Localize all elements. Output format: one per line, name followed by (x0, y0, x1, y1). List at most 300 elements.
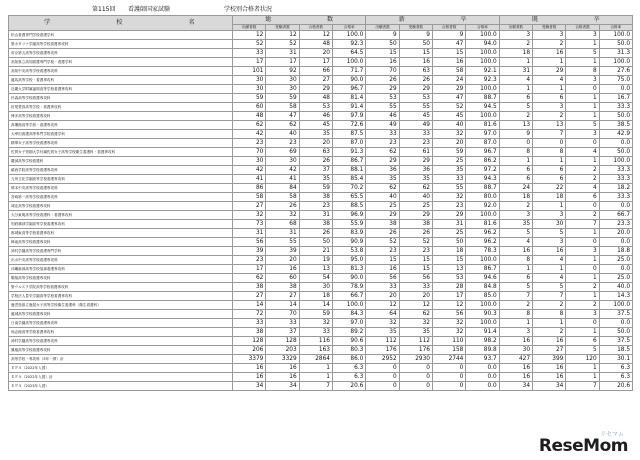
value-cell: 50 (366, 40, 399, 49)
value-cell: 5 (566, 49, 599, 58)
value-cell: 15 (433, 49, 466, 58)
value-cell: 1 (533, 265, 566, 274)
value-cell: 14 (299, 301, 332, 310)
group-header-previous: 既 卒 (499, 16, 632, 25)
value-cell: 0.0 (599, 202, 632, 211)
value-cell: 34 (533, 382, 566, 391)
value-cell: 12 (299, 31, 332, 40)
value-cell: 56 (233, 238, 266, 247)
value-cell: 0.0 (599, 238, 632, 247)
value-cell: 17 (266, 58, 299, 67)
value-cell: 64 (366, 310, 399, 319)
value-cell: 29 (533, 67, 566, 76)
school-name-cell: 松山看護専門学校看護学科 (9, 31, 233, 40)
value-cell: 70 (266, 310, 299, 319)
value-cell: 32 (433, 328, 466, 337)
value-cell: 5 (499, 103, 532, 112)
value-cell: 20 (366, 292, 399, 301)
value-cell: 20 (266, 256, 299, 265)
value-cell: 4 (566, 184, 599, 193)
school-name-cell: 熊本中央高等学校看護専攻科 (9, 184, 233, 193)
value-cell: 26 (399, 229, 432, 238)
value-cell: 34 (266, 382, 299, 391)
value-cell: 38 (366, 220, 399, 229)
value-cell: 6 (499, 94, 532, 103)
value-cell: 15 (399, 49, 432, 58)
subcolumn-header: 合格率 (466, 25, 499, 31)
value-cell: 2 (566, 166, 599, 175)
value-cell: 6 (533, 175, 566, 184)
school-name-cell: 日南学園高等学校看護専攻科 (9, 319, 233, 328)
table-row (9, 220, 633, 229)
value-cell: 6 (566, 193, 599, 202)
value-cell: 38 (233, 283, 266, 292)
value-cell: 53 (399, 94, 432, 103)
value-cell: 16 (366, 58, 399, 67)
value-cell: 89.2 (332, 328, 365, 337)
table-row (9, 121, 633, 130)
value-cell: 17 (299, 58, 332, 67)
value-cell: 32 (299, 319, 332, 328)
school-name-cell: 佐賀女子短期大学付属佐賀女子高等学校衛生看護科・看護専攻科 (9, 148, 233, 157)
value-cell: 33 (233, 319, 266, 328)
value-cell: 40 (366, 193, 399, 202)
value-cell: 18 (299, 292, 332, 301)
value-cell: 0 (566, 85, 599, 94)
school-name-cell: 杉森高等学校看護専攻科 (9, 94, 233, 103)
value-cell: 86 (233, 184, 266, 193)
value-cell: 29 (299, 85, 332, 94)
exam-title: 看護師国家試験 (128, 6, 171, 13)
school-name-cell: 学校法人豊栄学園高等学校看護専攻科 (9, 292, 233, 301)
table-row (9, 94, 633, 103)
value-cell: 52 (433, 103, 466, 112)
value-cell: 1 (299, 373, 332, 382)
value-cell: 62 (366, 184, 399, 193)
value-cell: 55 (399, 103, 432, 112)
value-cell: 75.0 (599, 76, 632, 85)
value-cell: 16 (533, 49, 566, 58)
value-cell: 16 (499, 247, 532, 256)
value-cell: 23 (266, 139, 299, 148)
value-cell: 23 (366, 139, 399, 148)
value-cell: 2744 (433, 355, 466, 364)
value-cell: 29 (433, 211, 466, 220)
value-cell: 50 (399, 40, 432, 49)
value-cell: 24 (433, 76, 466, 85)
value-cell: 5 (499, 229, 532, 238)
value-cell: 3 (566, 31, 599, 40)
table-row (9, 112, 633, 121)
value-cell: 97.9 (332, 112, 365, 121)
value-cell: 35 (399, 175, 432, 184)
value-cell: 60 (233, 103, 266, 112)
table-row (9, 274, 633, 283)
value-cell: 0 (366, 364, 399, 373)
value-cell: 1 (533, 319, 566, 328)
value-cell: 64.5 (332, 49, 365, 58)
value-cell: 100.0 (466, 49, 499, 58)
value-cell: 42 (266, 166, 299, 175)
value-cell: 128 (266, 337, 299, 346)
value-cell: 3 (566, 130, 599, 139)
table-row (9, 202, 633, 211)
table-row (9, 184, 633, 193)
subcolumn-header: 合格者数 (433, 25, 466, 31)
value-cell: 63 (299, 148, 332, 157)
value-cell: 32 (433, 193, 466, 202)
value-cell: 1 (566, 58, 599, 67)
value-cell: 89.8 (466, 346, 499, 355)
value-cell: 29 (366, 211, 399, 220)
value-cell: 7 (566, 220, 599, 229)
value-cell: 0 (566, 202, 599, 211)
value-cell: 33.3 (599, 193, 632, 202)
value-cell: 34 (499, 382, 532, 391)
value-cell: 6.3 (599, 364, 632, 373)
table-row (9, 247, 633, 256)
group-header-total: 総 数 (233, 16, 366, 25)
value-cell: 56 (433, 310, 466, 319)
value-cell: 16 (233, 364, 266, 373)
value-cell: 86.7 (332, 157, 365, 166)
value-cell: 46 (366, 112, 399, 121)
value-cell: 86.0 (332, 355, 365, 364)
value-cell: 12 (233, 31, 266, 40)
school-name-cell: 龍城高等学校看護専攻科 (9, 310, 233, 319)
value-cell: 100.0 (466, 211, 499, 220)
value-cell: 70 (366, 67, 399, 76)
value-cell: 6 (533, 94, 566, 103)
value-cell: 17 (433, 292, 466, 301)
value-cell: 16 (533, 364, 566, 373)
value-cell: 33.3 (599, 175, 632, 184)
value-cell: 100.0 (466, 256, 499, 265)
value-cell: 2952 (366, 355, 399, 364)
value-cell: 40 (399, 193, 432, 202)
value-cell: 100.0 (332, 58, 365, 67)
value-cell: 91.3 (332, 148, 365, 157)
subcolumn-header: 出願者数 (366, 25, 399, 31)
value-cell: 25 (366, 202, 399, 211)
value-cell: 91.4 (466, 328, 499, 337)
value-cell: 13 (533, 121, 566, 130)
value-cell: 96.9 (332, 211, 365, 220)
value-cell: 50.0 (599, 328, 632, 337)
value-cell: 30 (233, 76, 266, 85)
value-cell: 88.7 (466, 184, 499, 193)
value-cell: 88.5 (332, 202, 365, 211)
value-cell: 47 (433, 40, 466, 49)
value-cell: 42 (233, 130, 266, 139)
value-cell: 5 (566, 121, 599, 130)
value-cell: 3 (499, 31, 532, 40)
table-row (9, 103, 633, 112)
value-cell: 4 (499, 76, 532, 85)
value-cell: 110 (433, 337, 466, 346)
value-cell: 5 (533, 283, 566, 292)
value-cell: 128 (233, 337, 266, 346)
value-cell: 8 (499, 148, 532, 157)
table-row (9, 139, 633, 148)
subcolumn-header: 受験者数 (533, 25, 566, 31)
value-cell: 32 (433, 130, 466, 139)
school-name-header: 学 校 名 (9, 16, 233, 31)
value-cell: 12 (433, 301, 466, 310)
value-cell: 50 (433, 238, 466, 247)
school-name-cell: 出水中央高等学校看護専攻科 (9, 256, 233, 265)
value-cell: 88.1 (332, 166, 365, 175)
value-cell: 6 (499, 274, 532, 283)
value-cell: 38 (266, 283, 299, 292)
school-name-cell: 高知県立高知看護専門学校・看護学科 (9, 58, 233, 67)
value-cell: 87.0 (332, 139, 365, 148)
value-cell: 16 (533, 337, 566, 346)
value-cell: 18.8 (599, 247, 632, 256)
value-cell: 25.0 (599, 256, 632, 265)
value-cell: 9 (499, 130, 532, 139)
school-name-cell: 鹿児島県立鹿屋女子高等学校衛生看護科（衛生看護科） (9, 301, 233, 310)
value-cell: 35 (499, 220, 532, 229)
value-cell: 62 (399, 184, 432, 193)
value-cell: 87.0 (466, 139, 499, 148)
value-cell: 0 (566, 238, 599, 247)
school-name-cell: 精華女子高等学校看護専攻科 (9, 139, 233, 148)
value-cell: 47 (266, 112, 299, 121)
value-cell: 56 (399, 274, 432, 283)
group-header-new: 新 卒 (366, 16, 499, 25)
value-cell: 59 (433, 148, 466, 157)
value-cell: 16 (533, 373, 566, 382)
value-cell: 33.3 (599, 166, 632, 175)
value-cell: 0 (399, 373, 432, 382)
value-cell: 71.7 (332, 67, 365, 76)
value-cell: 23 (399, 247, 432, 256)
value-cell: 50.0 (599, 148, 632, 157)
value-cell: 6 (499, 166, 532, 175)
value-cell: 50 (299, 238, 332, 247)
value-cell: 81.3 (332, 265, 365, 274)
value-cell: 2864 (299, 355, 332, 364)
value-cell: 1 (566, 328, 599, 337)
value-cell: 65.5 (332, 193, 365, 202)
value-cell: 29 (399, 157, 432, 166)
value-cell: 1 (566, 94, 599, 103)
value-cell: 1 (533, 58, 566, 67)
value-cell: 93.7 (466, 355, 499, 364)
value-cell: 33 (399, 130, 432, 139)
value-cell: 3 (533, 103, 566, 112)
value-cell: 23 (399, 139, 432, 148)
value-cell: 14.3 (599, 292, 632, 301)
value-cell: 47 (433, 94, 466, 103)
value-cell: 2 (499, 202, 532, 211)
value-cell: 42.9 (599, 130, 632, 139)
value-cell: 81.4 (332, 94, 365, 103)
value-cell: 8 (499, 256, 532, 265)
value-cell: 45 (299, 121, 332, 130)
value-cell: 88.7 (466, 94, 499, 103)
school-name-cell: 宮崎第一高等学校看護専攻科 (9, 193, 233, 202)
value-cell: 39 (266, 247, 299, 256)
value-cell: 38.5 (599, 121, 632, 130)
value-cell: 31 (499, 67, 532, 76)
value-cell: 35 (299, 175, 332, 184)
value-cell: 203 (266, 346, 299, 355)
value-cell: 27 (299, 76, 332, 85)
value-cell: 52 (366, 238, 399, 247)
value-cell: 1 (533, 85, 566, 94)
value-cell: 14 (233, 301, 266, 310)
value-cell: 58 (433, 67, 466, 76)
table-row (9, 76, 633, 85)
value-cell: 2 (499, 40, 532, 49)
value-cell: 41 (233, 175, 266, 184)
value-cell: 94.5 (466, 103, 499, 112)
value-cell: 1 (299, 364, 332, 373)
value-cell: 1 (566, 364, 599, 373)
value-cell: 62 (366, 148, 399, 157)
subcolumn-header: 合格率 (599, 25, 632, 31)
value-cell: 6.3 (332, 373, 365, 382)
value-cell: 13 (299, 265, 332, 274)
value-cell: 23.3 (599, 220, 632, 229)
table-row (9, 175, 633, 184)
value-cell: 399 (533, 355, 566, 364)
value-cell: 30.1 (599, 355, 632, 364)
value-cell: 15 (399, 265, 432, 274)
value-cell: 3 (499, 328, 532, 337)
value-cell: 1 (566, 103, 599, 112)
value-cell: 17 (233, 58, 266, 67)
value-cell: 23 (299, 202, 332, 211)
value-cell: 18.5 (599, 346, 632, 355)
value-cell: 8 (533, 310, 566, 319)
value-cell: 100.0 (332, 31, 365, 40)
value-cell: 90.9 (332, 238, 365, 247)
school-name-cell: 高等学校・専攻科（5年一貫）計 (9, 355, 233, 364)
value-cell: 36 (399, 166, 432, 175)
value-cell: 91.4 (332, 103, 365, 112)
value-cell: 16 (266, 373, 299, 382)
value-cell: 26 (299, 229, 332, 238)
value-cell: 62 (233, 274, 266, 283)
value-cell: 2 (533, 328, 566, 337)
value-cell: 158 (433, 346, 466, 355)
value-cell: 7 (533, 292, 566, 301)
value-cell: 2 (533, 40, 566, 49)
value-cell: 92.3 (466, 76, 499, 85)
school-name-cell: 樟南高等学校看護専攻科 (9, 238, 233, 247)
value-cell: 81.6 (466, 220, 499, 229)
value-cell: 37.5 (599, 337, 632, 346)
value-cell: 80.3 (332, 346, 365, 355)
value-cell: 2 (533, 112, 566, 121)
table-row (9, 283, 633, 292)
value-cell: 23 (233, 139, 266, 148)
value-cell: 33 (299, 328, 332, 337)
value-cell: 1 (566, 274, 599, 283)
value-cell: 9 (433, 31, 466, 40)
value-cell: 16 (533, 247, 566, 256)
value-cell: 0.0 (599, 85, 632, 94)
value-cell: 37.5 (599, 310, 632, 319)
school-name-cell: 鎮西学院高等学校看護専攻科 (9, 166, 233, 175)
value-cell: 70.2 (332, 184, 365, 193)
value-cell: 176 (399, 346, 432, 355)
value-cell: 6.3 (599, 373, 632, 382)
value-cell: 2 (533, 301, 566, 310)
value-cell: 29 (399, 85, 432, 94)
value-cell: 2930 (399, 355, 432, 364)
value-cell: 20 (433, 139, 466, 148)
value-cell: 61 (399, 148, 432, 157)
value-cell: 31 (299, 211, 332, 220)
value-cell: 12 (366, 301, 399, 310)
value-cell: 33 (366, 283, 399, 292)
table-row (9, 40, 633, 49)
value-cell: 90.3 (466, 310, 499, 319)
value-cell: 59 (233, 94, 266, 103)
value-cell: 16 (233, 373, 266, 382)
value-cell: 6 (566, 337, 599, 346)
value-cell: 12 (266, 31, 299, 40)
school-name-cell: 沖縄新那高等学校加那看護専攻科 (9, 265, 233, 274)
school-name-cell: 大分東明高等学校看護科・看護専攻科 (9, 211, 233, 220)
value-cell: 35 (299, 130, 332, 139)
subcolumn-header: 受験者数 (399, 25, 432, 31)
value-cell: 38 (299, 220, 332, 229)
value-cell: 30 (499, 346, 532, 355)
value-cell: 8 (499, 310, 532, 319)
value-cell: 29 (366, 157, 399, 166)
value-cell: 100.0 (466, 58, 499, 67)
table-row (9, 265, 633, 274)
value-cell: 20.6 (599, 382, 632, 391)
value-cell: 2 (566, 283, 599, 292)
value-cell: 15 (366, 256, 399, 265)
school-name-cell: ＥＰＡ（2022年入国） (9, 364, 233, 373)
value-cell: 0 (533, 139, 566, 148)
table-row (9, 85, 633, 94)
value-cell: 97.2 (466, 166, 499, 175)
value-cell: 48 (233, 112, 266, 121)
value-cell: 38 (299, 193, 332, 202)
value-cell: 90.6 (332, 337, 365, 346)
value-cell: 1 (499, 85, 532, 94)
value-cell: 30 (266, 76, 299, 85)
value-cell: 4 (499, 238, 532, 247)
school-name-cell: 博多高等学校看護専攻科 (9, 112, 233, 121)
value-cell: 53 (433, 274, 466, 283)
value-cell: 16 (366, 265, 399, 274)
value-cell: 1 (566, 157, 599, 166)
value-cell: 42 (233, 166, 266, 175)
value-cell: 23 (233, 256, 266, 265)
value-cell: 20 (299, 139, 332, 148)
value-cell: 87.5 (332, 130, 365, 139)
value-cell: 15 (366, 49, 399, 58)
value-cell: 53 (366, 94, 399, 103)
value-cell: 0 (566, 265, 599, 274)
value-cell: 206 (233, 346, 266, 355)
value-cell: 0 (366, 373, 399, 382)
table-row (9, 292, 633, 301)
value-cell: 94.0 (466, 40, 499, 49)
subcolumn-header: 合格率 (332, 25, 365, 31)
table-row (9, 364, 633, 373)
table-row (9, 328, 633, 337)
